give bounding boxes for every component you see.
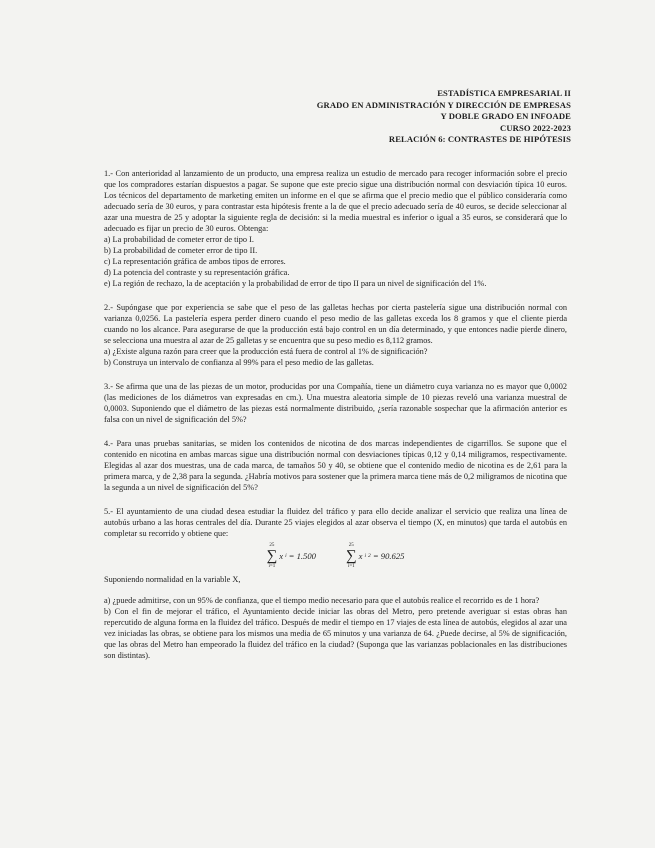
problem-3-statement: 3.- Se afirma que una de las piezas de un motor, producidas por una Compañía, tiene un diámetro cuya varianza no es mayor que 0,0002 (las mediciones de los diámetros van expresadas en cm.). Una muestra aleatoria simple de 10 piezas reveló una varianza muestral de 0,0003. Suponiendo que el diámetro de las piezas está normalmente distribuido, ¿sería razonable sospechar que la afirmación anterior es falsa con un nivel de significación del 5%?	[104, 382, 567, 424]
sum-upper-limit: 25	[348, 543, 354, 548]
problem-3	[104, 381, 567, 425]
exercise-list	[104, 168, 567, 674]
problem-2	[104, 302, 567, 368]
header-course: CURSO 2022-2023	[500, 122, 571, 133]
sum-x-squared-formula	[346, 542, 404, 570]
sum-lower-limit: i=1	[268, 564, 276, 569]
sum-x-squared-value: = 90.625	[372, 550, 405, 561]
problem-1-item-b: b) La probabilidad de cometer error de tipo II.	[104, 246, 258, 255]
header-degree: GRADO EN ADMINISTRACIÓN Y DIRECCIÓN DE EMPRESAS	[316, 99, 571, 110]
problem-1-item-d: d) La potencia del contraste y su representación gráfica.	[104, 268, 290, 277]
header-subject: ESTADÍSTICA EMPRESARIAL II	[437, 88, 571, 98]
problem-1-item-e: e) La región de rechazo, la de aceptación y la probabilidad de error de tipo II para un nivel de significación del 1%.	[104, 279, 487, 288]
sum-exponent: 2	[368, 552, 371, 559]
sum-variable: x	[279, 550, 284, 561]
sum-subscript: i	[364, 552, 367, 559]
sum-subscript: i	[285, 552, 287, 559]
problem-1-statement: 1.- Con anterioridad al lanzamiento de un producto, una empresa realiza un estudio de mercado para recoger información sobre el precio que los compradores estarían dispuestos a pagar. Se supone que este precio sigue una distribución normal con desviación típica 10 euros. Los técnicos del departamento de marketing emiten un informe en el que se afirma que el precio medio que el público consideraría como adecuado sería de 30 euros, y para contrastar esta hipótesis frente a la de que el precio adecuado sería de 40 euros, se decide seleccionar al azar una muestra de 25 y adoptar la siguiente regla de decisión: si la media muestral es inferior o igual a 35 euros, se considerará que lo adecuado es fijar un precio de 30 euros. Obtenga:	[104, 169, 567, 233]
sum-x-formula	[267, 542, 316, 570]
problem-4-statement: 4.- Para unas pruebas sanitarias, se miden los contenidos de nicotina de dos marcas independientes de cigarrillos. Se supone que el contenido en nicotina en ambas marcas sigue una distribución normal con desviaciones típicas 0,12 y 0,14 miligramos, respectivamente. Elegidas al azar dos muestras, una de cada marca, de tamaños 50 y 40, se obtiene que el contenido medio de nicotina es de 2,61 para la primera marca, y de 2,38 para la segunda. ¿Habría motivos para sostener que la primera marca tiene más de 0,2 miligramos de nicotina que la segunda a un nivel de significación del 5%?	[104, 439, 567, 492]
sigma-symbol: ∑	[266, 548, 278, 564]
sum-variable: x	[358, 550, 363, 561]
problem-1-item-c: c) La representación gráfica de ambos tipos de errores.	[104, 257, 286, 266]
header-relation-title: RELACIÓN 6: CONTRASTES DE HIPÓTESIS	[388, 134, 571, 145]
document-header	[317, 88, 571, 146]
sum-x-value: = 1.500	[288, 550, 316, 561]
problem-5-item-a: a) ¿puede admitirse, con un 95% de confianza, que el tiempo medio necesario para que el autobús realice el recorrido es de 1 hora?	[104, 596, 540, 605]
problem-5-item-b: b) Con el fin de mejorar el tráfico, el Ayuntamiento decide iniciar las obras del Metro, pero pretende averiguar si estas obras han repercutido de alguna forma en la fluidez del tráfico. Después de medir el tiempo en 17 viajes de esta línea de autobús, elegidos al azar una vez iniciadas las obras, se obtiene para los mismos una media de 65 minutos y una varianza de 64. ¿Puede decirse, al 5% de significación, que las obras del Metro han empeorado la fluidez del tráfico en la ciudad? (Suponga que las varianzas poblacionales en las distribuciones son distintas).	[104, 607, 567, 660]
problem-2-item-a: a) ¿Existe alguna razón para creer que la producción está fuera de control al 1% de significación?	[104, 347, 428, 356]
problem-2-statement: 2.- Supóngase que por experiencia se sabe que el peso de las galletas hechas por cierta pastelería sigue una distribución normal con varianza 0,0256. La pastelería espera perder dinero cuando el peso medio de las galletas exceda los 8 gramos y que el cliente pierda cuando no los alcance. Para asegurarse de que la producción está bajo control en un día determinado, y que entonces nadie pierde dinero, se selecciona una muestra al azar de 25 galletas y se encuentra que su peso medio es 8,112 gramos.	[104, 303, 567, 345]
problem-5-normality: Suponiendo normalidad en la variable X,	[104, 575, 241, 584]
problem-2-item-b: b) Construya un intervalo de confianza al 99% para el peso medio de las galletas.	[104, 358, 374, 367]
summation-formulas	[104, 542, 567, 570]
sum-lower-limit: i=1	[347, 564, 355, 569]
problem-1	[104, 168, 567, 289]
problem-1-item-a: a) La probabilidad de cometer error de tipo I.	[104, 235, 254, 244]
sum-upper-limit: 25	[269, 543, 275, 548]
problem-4	[104, 438, 567, 493]
sigma-symbol: ∑	[345, 548, 357, 564]
problem-5	[104, 506, 567, 661]
header-double-degree: Y DOBLE GRADO EN INFOADE	[440, 111, 571, 122]
problem-5-statement: 5.- El ayuntamiento de una ciudad desea estudiar la fluidez del tráfico y para ello decide analizar el servicio que realiza una línea de autobús urbano a las horas centrales del día. Durante 25 viajes elegidos al azar observa el tiempo (X, en minutos) que tarda el autobús en completar su recorrido y obtiene que:	[104, 507, 567, 538]
